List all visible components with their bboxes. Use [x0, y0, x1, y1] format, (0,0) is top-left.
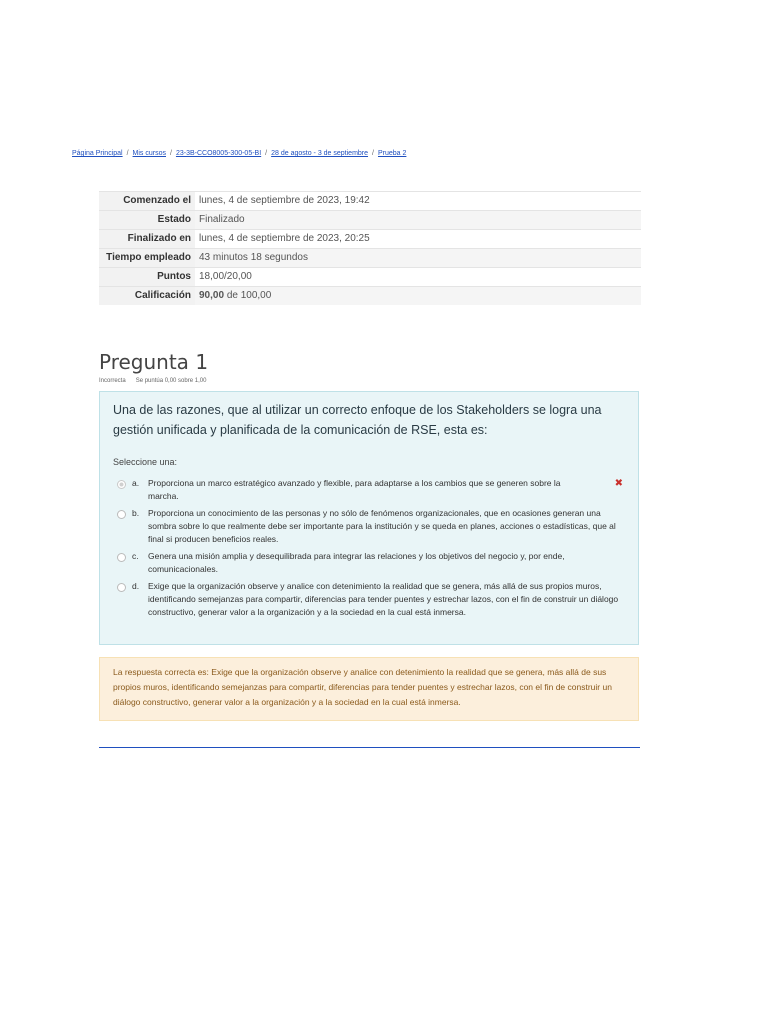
radio-button[interactable] — [117, 553, 126, 562]
answer-text: Genera una misión amplia y desequilibrada para integrar las relaciones y los objetivos del negocio y, por ende, comunicacionales. — [148, 551, 565, 574]
breadcrumb-my-courses[interactable]: Mis cursos — [132, 150, 166, 157]
question-box — [99, 391, 639, 645]
answer-option-d[interactable] — [115, 580, 627, 619]
incorrect-icon: ✖ — [614, 478, 623, 489]
summary-row-grade — [99, 287, 641, 306]
radio-button[interactable] — [117, 480, 126, 489]
breadcrumb-quiz[interactable]: Prueba 2 — [377, 150, 407, 157]
summary-value: 18,00/20,00 — [195, 268, 641, 287]
breadcrumb-separator: / — [170, 150, 172, 157]
summary-row-time — [99, 249, 641, 268]
divider — [99, 747, 640, 748]
answer-letter: d. — [132, 581, 140, 591]
summary-value: lunes, 4 de septiembre de 2023, 20:25 — [195, 230, 641, 249]
summary-value: 43 minutos 18 segundos — [195, 249, 641, 268]
summary-row-started — [99, 192, 641, 211]
breadcrumb-course[interactable]: 23-3B-CCO8005-300-05-BI — [175, 150, 262, 157]
breadcrumb-separator: / — [126, 150, 129, 157]
select-prompt: Seleccione una: — [113, 457, 178, 467]
answer-text: Proporciona un conocimiento de las personas y no sólo de fenómenos organizacionales, que en ocasiones generan una sombra sobre lo que realmente debe ser importante para la institución y se queda en planes, acciones o estadísticas, que al final si producen beneficios reales. — [148, 508, 616, 544]
summary-label: Puntos — [99, 268, 195, 287]
grade-max: de 100,00 — [226, 290, 272, 301]
grade-value: 90,00 — [199, 290, 225, 301]
summary-value — [195, 287, 641, 306]
question-meta — [99, 378, 206, 384]
answer-letter: b. — [132, 508, 140, 518]
answer-text: Proporciona un marco estratégico avanzado y flexible, para adaptarse a los cambios que se generen sobre la marcha. — [148, 478, 561, 501]
attempt-summary-table — [99, 191, 641, 305]
summary-value: lunes, 4 de septiembre de 2023, 19:42 — [195, 192, 641, 211]
question-score: Se puntúa 0,00 sobre 1,00 — [135, 378, 207, 384]
summary-label: Finalizado en — [99, 230, 195, 249]
answer-option-b[interactable] — [115, 507, 627, 546]
answer-text: Exige que la organización observe y analice con detenimiento la realidad que se genera, más allá de sus propios muros, identificando semejanzas para compartir, diferencias para tender puentes y estrechar lazos, con el fin de construir un diálogo constructivo, generar valor a la organización y a la sociedad en la cual está inmersa. — [148, 581, 619, 617]
breadcrumb-separator: / — [265, 150, 268, 157]
breadcrumb-separator: / — [372, 150, 374, 157]
question-status: Incorrecta — [99, 378, 126, 384]
summary-value: Finalizado — [195, 211, 641, 230]
radio-button[interactable] — [117, 583, 126, 592]
breadcrumb-week[interactable]: 28 de agosto - 3 de septiembre — [271, 150, 369, 157]
summary-row-points — [99, 268, 641, 287]
answer-letter: a. — [132, 478, 140, 488]
summary-row-finished — [99, 230, 641, 249]
radio-button[interactable] — [117, 510, 126, 519]
answer-option-a[interactable] — [115, 477, 627, 503]
breadcrumb — [72, 150, 406, 157]
summary-label: Calificación — [99, 287, 195, 306]
summary-label: Estado — [99, 211, 195, 230]
correct-answer-feedback: La respuesta correcta es: Exige que la organización observe y analice con detenimiento la realidad que se genera, más allá de sus propios muros, identificando semejanzas para compartir, diferencias para tender puentes y estrechar lazos, con el fin de construir un diálogo constructivo, generar valor a la organización y a la sociedad en la cual está inmersa. — [99, 657, 639, 721]
summary-row-state — [99, 211, 641, 230]
question-text: Una de las razones, que al utilizar un correcto enfoque de los Stakeholders se logra una gestión unificada y planificada de la comunicación de RSE, esta es: — [113, 403, 602, 437]
summary-label: Comenzado el — [99, 192, 195, 211]
summary-label: Tiempo empleado — [99, 249, 195, 268]
breadcrumb-home[interactable]: Página Principal — [72, 150, 123, 157]
answer-letter: c. — [132, 551, 139, 561]
question-number: 1 — [195, 350, 209, 374]
question-title-word: Pregunta — [99, 350, 189, 374]
question-title — [99, 350, 208, 374]
answer-option-c[interactable] — [115, 550, 627, 576]
answer-list — [115, 477, 627, 623]
